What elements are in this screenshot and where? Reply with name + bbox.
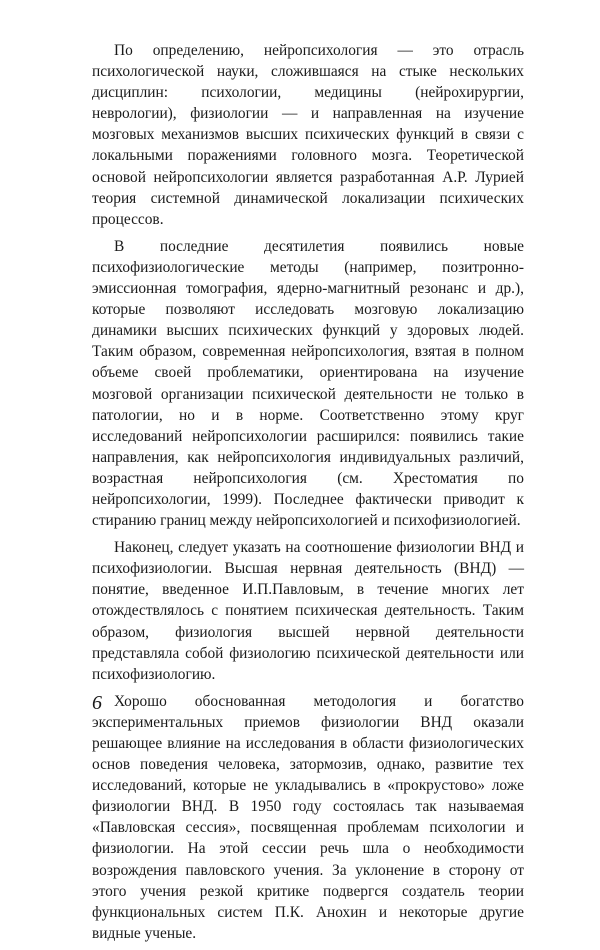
body-text bbox=[92, 40, 524, 950]
page-number: 6 bbox=[92, 692, 102, 714]
paragraph-pavlov-session: Хорошо обоснованная методология и богатство экспериментальных приемов физиологии ВНД оказали решающее влияние на исследования в области физиологических основ поведения человека, затормозив, однако, развитие тех исследований, которые не укладывались в «прокрустово» ложе физиологии ВНД. В 1950 году состоялась так называемая «Павловская сессия», посвященная проблемам психологии и физиологии. На этой сессии речь шла о необходимости возрождения павловского учения. За уклонение в сторону от этого учения резкой критике подвергся создатель теории функциональных систем П.К. Анохин и некоторые другие видные ученые. bbox=[92, 692, 524, 942]
paragraph-definition: По определению, нейропсихология — это отрасль психологической науки, сложившаяся на стыке нескольких дисциплин: психологии, медицины (нейрохирургии, неврологии), физиологии — и направленная на изучение мозговых механизмов высших психических функций в связи с локальными поражениями головного мозга. Теоретической основой нейропсихологии является разработанная А.Р. Лурией теория системной динамической локализации психических процессов. bbox=[92, 42, 524, 228]
paragraph-new-methods: В последние десятилетия появились новые психофизиологические методы (например, позитронно-эмиссионная томография, ядерно-магнитный резонанс и др.), которые позволяют исследовать мозговую локализацию динамики высших психических функций у здоровых людей. Таким образом, современная нейропсихология, взятая в полном объеме своей проблематики, ориентирована на изучение мозговой организации психической деятельности не только в патологии, но и в норме. Соответственно этому круг исследований нейропсихологии расширился: появились такие направления, как нейропсихология индивидуальных различий, возрастная нейропсихология (см. Хрестоматия по нейропсихологии, 1999). Последнее фактически приводит к стиранию границ между нейропсихологией и психофизиологией. bbox=[92, 237, 524, 530]
paragraph-vnd-relation: Наконец, следует указать на соотношение физиологии ВНД и психофизиологии. Высшая нервная деятельность (ВНД) — понятие, введенное И.П.Павловым, в течение многих лет отождествлялось с понятием психическая деятельность. Таким образом, физиология высшей нервной деятельности представляла собой физиологию психической деятельности или психофизиологию. bbox=[92, 539, 524, 683]
